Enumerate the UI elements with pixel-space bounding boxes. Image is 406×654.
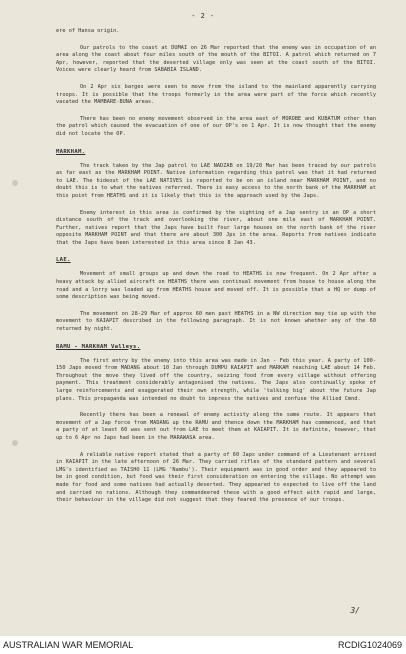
paragraph: A reliable native report stated that a party of 60 Japs under command of a Lieutenant arrived in KAIAPIT in the late afternoon of 26 Mar. They carried rifles of the standard pattern and several LMG's identified as TAISHO 11 (LMG 'Nambu'). Their equipment was in good order and they appeared to be in good condition, but food was their first consideration on entering the village. No attempt was made for food and some natives had actually deserted. They appeared to expected to live off the land and carried no rations. Although they commandeered these with a good effect with rapid and large, their behaviour in the village did not suggest that they feared the presence of our troops. (56, 451, 376, 504)
paragraph: On 2 Apr six barges were seen to move from the island to the mainland apparently carrying troops. It is possible that the troops formerly in the area were part of the force which recently vacated the MAMBARE-BUNA areas. (56, 83, 376, 106)
paragraph: Recently there has been a renewal of enemy activity along the same route. It appears that movement of a Jap force from MADANG up the RAMU and thence down the MARKHAM has commenced, and that a party of at least 60 was sent out from LAE to meet them at KAIAPIT. It is definite, however, that up to 6 Apr no Japs had been in the MARAWASA area. (56, 412, 376, 441)
paragraph: The track taken by the Jap patrol to LAE NADZAB on 19/20 Mar has been traced by our patrols as far east as the MARKHAM POINT. Native information regarding this patrol was that it had returned to LAE. The hideout of the LAE NATIVES is reported to be on an island near MARKHAM POINT, and no doubt this is to what the natives referred. There is easy access to the north bank of the MARKHAM at this point from HEATHS and it is likely that this is the approach used by the Japs. (56, 162, 376, 199)
document-body (56, 24, 376, 514)
paragraph: The first entry by the enemy into this area was made in Jan - Feb this year. A party of 100-150 Japs moved from MADANG about 10 Jan through DUMPU KAIAPIT and MARKAM reaching LAE about 14 Feb. Throughout the move they lived off the country, seizing food from every village without offering payment. This treatment considerably antagonised the natives. The Japs also continually spoke of large reinforcements and exaggerated their own strength, while 'talking big' about the future Jap plans. This propaganda was intended no doubt to impress the natives and confuse the Allied Cmnd. (56, 357, 376, 402)
paragraph: Movement of small groups up and down the road to HEATHS is now frequent. On 2 Apr after a heavy attack by allied aircraft on HEATHS there was continual movement from house to house along the road and a lorry was loaded up from HEATHS house and moved off. It is possible that a HQ or dump of some description was being moved. (56, 271, 376, 301)
punch-hole (12, 180, 18, 186)
page-number: - 2 - (191, 12, 215, 20)
archive-footer (0, 636, 406, 654)
paragraph: The movement on 28-29 Mar of approx 60 men past HEATHS in a NW direction may tie up with the movement to KAIAPIT described in the following paragraph. It is not known whether any of the 60 returned by night. (56, 310, 376, 333)
archive-record-id: RCDIG1024069 (337, 640, 402, 650)
continuation-page-mark: 3/ (350, 606, 360, 615)
punch-hole (12, 440, 18, 446)
archive-name: AUSTRALIAN WAR MEMORIAL (3, 640, 134, 650)
section-heading-ramu-markham: RAMU - MARKHAM Valleys. (56, 343, 141, 350)
section-heading-lae: LAE. (56, 257, 71, 264)
paragraph: ere of Hansa origin. (56, 28, 120, 34)
paragraph: Our patrols to the coast at DUMAI on 26 Mar reported that the enemy was in occupation of an area along the coast about four miles south of the mouth of the BITOI. A patrol which returned on 7 Apr, however, reported that the deserted village only was seen at the coast south of the BITOI. Voices were clearly heard from SABABIA ISLAND. (56, 44, 376, 74)
paragraph: There has been no enemy movement observed in the area east of MOROBE and KUBATUM other than the patrol which caused the evacuation of one of our OP's on 1 Apr. It is now thought that the enemy did not locate the OP. (56, 115, 376, 137)
paragraph: Enemy interest in this area is confirmed by the sighting of a Jap sentry in an OP a short distance south of the track and overlooking the river, about one mile east of MARKHAM POINT. Further, natives report that the Japs have built four large houses on the north bank of the river opposite MARKHAM POINT and that there are about 300 Jps in the area. Reports from natives indicate that the Japs have been interested in this area since 8 Jan 43. (56, 209, 376, 246)
section-heading-markham: MARKHAM. (56, 148, 86, 155)
